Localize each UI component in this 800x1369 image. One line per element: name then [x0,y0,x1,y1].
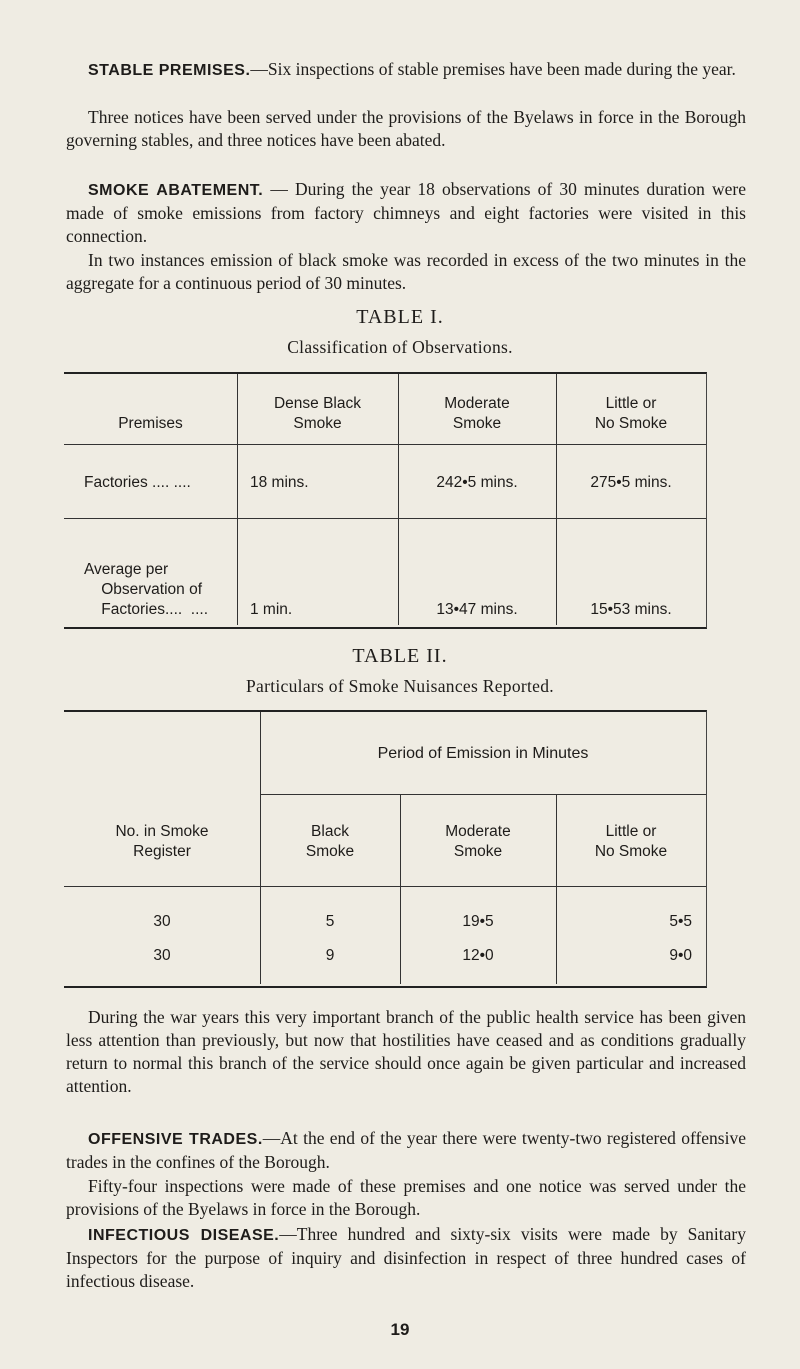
smoke-abatement-text: — During the year 18 observations of 30 minutes duration were made of smoke emissions from factory chimneys and eight factories were visited in this connection. [66,179,746,246]
war-years-text: During the war years this very important branch of the public health service has been given less attention than previously, but now that hostilities have ceased and as conditions gradually return to normal this branch of the service should once again be given particular and increased attention. [66,1007,746,1096]
table-1-title: TABLE I. [356,306,444,328]
table-2-row-1-register: 30 [153,913,171,930]
table-2-header-black: Black Smoke [305,823,355,860]
table-2-row-2-little: 9•0 [669,947,692,964]
offensive-inspections-text: Fifty-four inspections were made of these premises and one notice was served under the provisions of the Byelaws in force in the Borough. [66,1176,746,1219]
table-2-row-2-moderate: 12•0 [462,947,494,964]
stable-notices-paragraph [66,106,746,152]
table-1-header-premises: Premises [118,415,183,432]
black-smoke-paragraph [66,249,746,295]
black-smoke-text: In two instances emission of black smoke was recorded in excess of the two minutes in the aggregate for a continuous period of 30 minutes. [66,250,746,293]
infectious-disease-heading: INFECTIOUS DISEASE. [88,1227,280,1244]
table-2-header-moderate: Moderate Smoke [445,823,511,860]
stable-premises-text: —Six inspections of stable premises have been made during the year. [250,59,736,79]
table-2-row-1-black: 5 [325,913,335,930]
table-1-row-average-label: Average per Observation of Factories.... .... [84,561,209,618]
infectious-disease-text: —Three hundred and sixty-six visits were made by Sanitary Inspectors for the purpose of inquiry and disinfection in respect of three hundred cases of infectious disease. [66,1224,746,1291]
stable-notices-text: Three notices have been served under the provisions of the Byelaws in force in the Borough governing stables, and three notices have been abated. [66,107,746,150]
table-2-row-2-black: 9 [325,947,335,964]
table-1-row-average-moderate: 13•47 mins. [436,601,518,618]
table-2-row-1-little: 5•5 [669,913,692,930]
table-2-header-register: No. in Smoke Register [115,823,209,860]
offensive-inspections-paragraph [66,1175,746,1221]
table-1-header-dense: Dense Black Smoke [273,395,361,432]
table-2 [64,710,707,988]
table-1-row-average-dense: 1 min. [250,601,293,618]
table-2-subtitle: Particulars of Smoke Nuisances Reported. [246,676,554,696]
war-years-paragraph [66,1006,746,1098]
table-2-row-1-moderate: 19•5 [462,913,494,930]
smoke-abatement-paragraph [66,178,746,248]
table-1-row-factories-moderate: 242•5 mins. [436,474,518,491]
smoke-abatement-heading: SMOKE ABATEMENT. [88,182,264,199]
offensive-trades-heading: OFFENSIVE TRADES. [88,1131,263,1148]
offensive-trades-text: —At the end of the year there were twenty-two registered offensive trades in the confines of the Borough. [66,1128,746,1172]
table-1-row-factories-label: Factories .... .... [84,474,191,491]
stable-premises-paragraph [66,58,746,82]
table-1 [64,372,707,629]
stable-premises-heading: STABLE PREMISES. [88,62,251,79]
table-2-title: TABLE II. [352,645,448,667]
table-1-header-little: Little or No Smoke [594,395,668,432]
table-2-row-2-register: 30 [153,947,171,964]
table-2-group-header: Period of Emission in Minutes [377,745,589,762]
table-1-row-factories-little: 275•5 mins. [590,474,672,491]
table-1-row-average-little: 15•53 mins. [590,601,672,618]
table-1-subtitle: Classification of Observations. [287,337,513,357]
table-2-header-little: Little or No Smoke [594,823,668,860]
offensive-trades-paragraph [66,1127,746,1174]
infectious-disease-paragraph [66,1223,746,1293]
page-number: 19 [390,1320,410,1339]
table-1-header-moderate: Moderate Smoke [444,395,510,432]
table-1-row-factories-dense: 18 mins. [250,474,309,491]
